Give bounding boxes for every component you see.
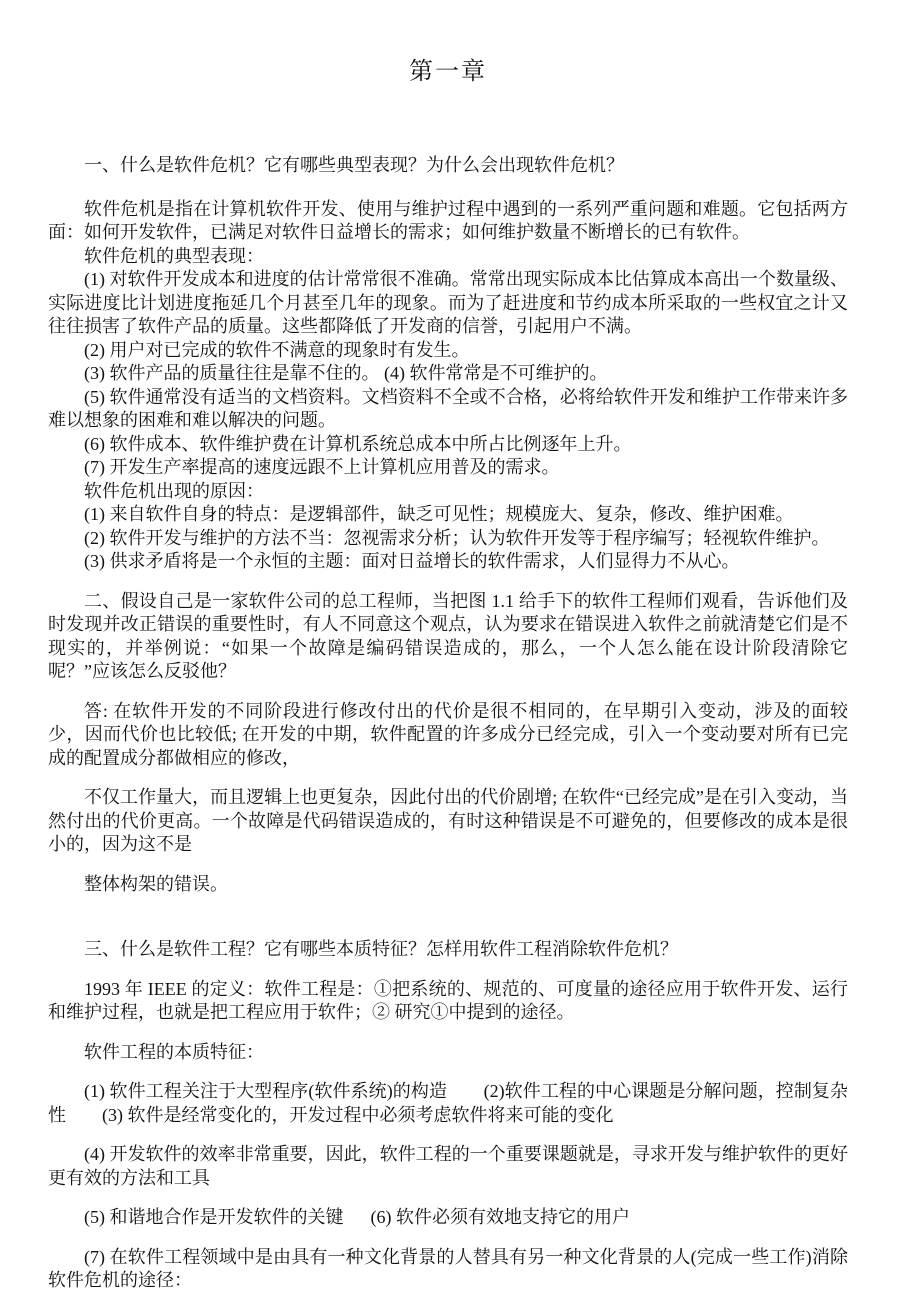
section1-paragraph: (5) 软件通常没有适当的文档资料。文档资料不全或不合格，必将给软件开发和维护工作带来许多难以想象的困难和难以解决的问题。 (48, 386, 848, 430)
section1-paragraph: (1) 对软件开发成本和进度的估计常常很不准确。常常出现实际成本比估算成本高出一个数量级、实际进度比计划进度拖延几个月甚至几年的现象。而为了赶进度和节约成本所采取的一些权宜之计又往往损害了软件产品的质量。这些都降低了开发商的信誉，引起用户不满。 (48, 269, 848, 336)
answer-paragraph: 答: 在软件开发的不同阶段进行修改付出的代价是很不相同的，在早期引入变动，涉及的面较少，因而代价也比较低; 在开发的中期，软件配置的许多成分已经完成，引入一个变动要对所有已完成的配置成分都做相应的修改， (48, 700, 848, 768)
section3-paragraph: (1) 软件工程关注于大型程序(软件系统)的构造 (2)软件工程的中心课题是分解问题，控制复杂性 (3) 软件是经常变化的，开发过程中必须考虑软件将来可能的变化 (48, 1081, 848, 1125)
section1-paragraph: (1) 来自软件自身的特点：是逻辑部件，缺乏可见性；规模庞大、复杂，修改、维护困难。 (84, 504, 794, 524)
section1-paragraph: 软件危机的典型表现： (84, 245, 264, 266)
question-3-heading: 三、什么是软件工程？它有哪些本质特征？怎样用软件工程消除软件危机？ (84, 939, 678, 959)
section3-paragraph: 软件工程的本质特征： (84, 1041, 264, 1062)
section3-paragraph: 1993 年 IEEE 的定义：软件工程是：①把系统的、规范的、可度量的途径应用于软件开发、运行和维护过程，也就是把工程应用于软件；② 研究①中提到的途径。 (48, 978, 848, 1022)
chapter-title: 第一章 (409, 59, 487, 85)
section1-paragraph: (7) 开发生产率提高的速度远跟不上计算机应用普及的需求。 (84, 457, 560, 477)
section1-paragraph: (2) 用户对已完成的软件不满意的现象时有发生。 (84, 339, 470, 360)
question-1-heading: 一、什么是软件危机？它有哪些典型表现？为什么会出现软件危机？ (84, 155, 624, 175)
section3-paragraph: (4) 开发软件的效率非常重要，因此，软件工程的一个重要课题就是，寻求开发与维护软件的更好更有效的方法和工具 (48, 1144, 848, 1188)
question-2-heading: 二、假设自己是一家软件公司的总工程师，当把图 1.1 给手下的软件工程师们观看，告诉他们及时发现并改正错误的重要性时，有人不同意这个观点，认为要求在错误进入软件之前就清楚它们是不现实的，并举例说：“如果一个故障是编码错误造成的，那么，一个人怎么能在设计阶段清除它呢？”应该怎么反驳他？ (48, 590, 848, 681)
section1-paragraph: (2) 软件开发与维护的方法不当：忽视需求分析；认为软件开发等于程序编写；轻视软件维护。 (84, 527, 830, 548)
answer-paragraph: 整体构架的错误。 (84, 873, 228, 894)
section1-paragraph: (3) 软件产品的质量往往是靠不住的。 (4) 软件常常是不可维护的。 (84, 363, 608, 383)
section1-paragraph: 软件危机是指在计算机软件开发、使用与维护过程中遇到的一系列严重问题和难题。它包括两方面：如何开发软件，已满足对软件日益增长的需求；如何维护数量不断增长的已有软件。 (48, 198, 848, 242)
section1-paragraph: 软件危机出现的原因： (84, 480, 264, 501)
section1-paragraph: (3) 供求矛盾将是一个永恒的主题：面对日益增长的软件需求，人们显得力不从心。 (84, 551, 740, 571)
answer-paragraph: 不仅工作量大，而且逻辑上也更复杂，因此付出的代价剧增; 在软件“已经完成”是在引入变动，当然付出的代价更高。一个故障是代码错误造成的，有时这种错误是不可避免的，但要修改的成本是很小的，因为这不是 (48, 787, 848, 854)
section3-paragraph: (7) 在软件工程领域中是由具有一种文化背景的人替具有另一种文化背景的人(完成一些工作)消除软件危机的途径： (48, 1246, 848, 1290)
section3-paragraph: (5) 和谐地合作是开发软件的关键 (6) 软件必须有效地支持它的用户 (84, 1207, 630, 1227)
section1-paragraph: (6) 软件成本、软件维护费在计算机系统总成本中所占比例逐年上升。 (84, 433, 632, 454)
